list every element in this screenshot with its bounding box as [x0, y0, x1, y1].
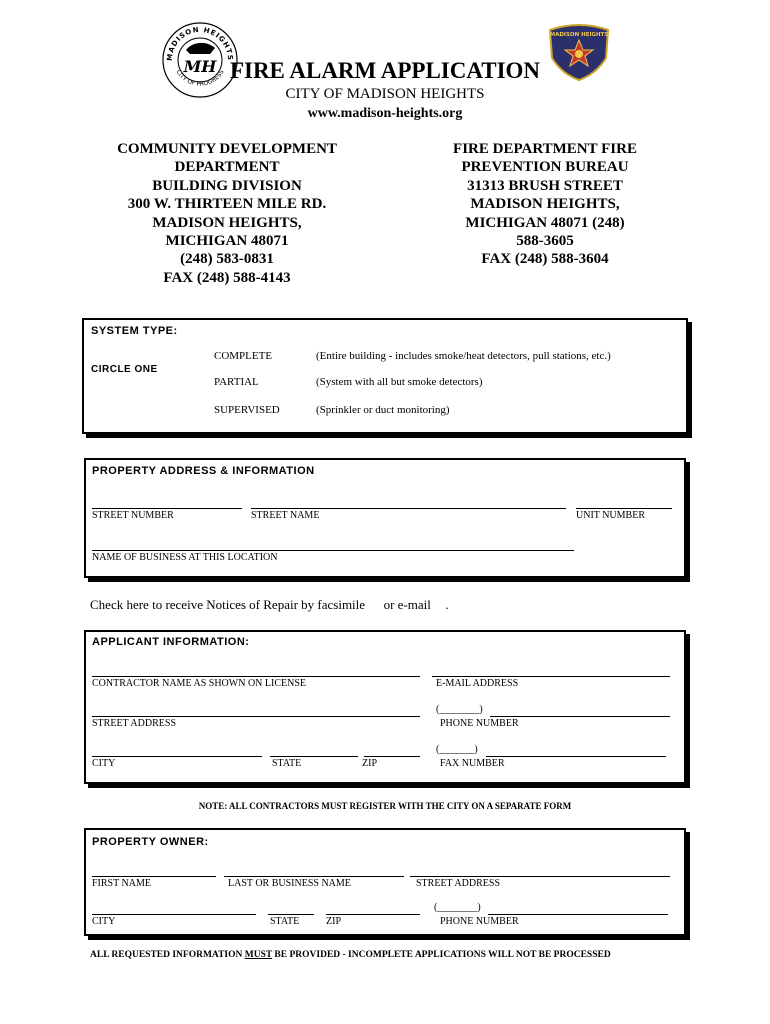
- owner-street-label: STREET ADDRESS: [416, 878, 500, 889]
- phone-area-code-field[interactable]: (________): [436, 704, 483, 715]
- city-name: CITY OF MADISON HEIGHTS: [285, 86, 485, 102]
- email-field[interactable]: [432, 676, 670, 677]
- address-line: MADISON HEIGHTS,: [470, 196, 620, 213]
- phone-number-field[interactable]: [490, 716, 670, 717]
- owner-zip-field[interactable]: [326, 914, 420, 915]
- street-name-label: STREET NAME: [251, 510, 320, 521]
- city-field[interactable]: [92, 756, 262, 757]
- option-partial-desc: (System with all but smoke detectors): [316, 376, 483, 388]
- website: www.madison-heights.org: [307, 106, 463, 121]
- city-label: CITY: [92, 758, 116, 769]
- contractor-name-field[interactable]: [92, 676, 420, 677]
- address-line: (248) 583-0831: [180, 251, 274, 268]
- owner-state-field[interactable]: [268, 914, 314, 915]
- unit-number-label: UNIT NUMBER: [576, 510, 645, 521]
- owner-first-name-label: FIRST NAME: [92, 878, 151, 889]
- street-number-label: STREET NUMBER: [92, 510, 174, 521]
- notice-period: .: [445, 597, 449, 612]
- building-division-address: [92, 140, 362, 287]
- option-complete-desc: (Entire building - includes smoke/heat detectors, pull stations, etc.): [316, 350, 611, 362]
- applicant-section: [84, 630, 686, 784]
- property-heading: PROPERTY ADDRESS & INFORMATION: [92, 465, 315, 477]
- address-line: MICHIGAN 48071 (248): [465, 214, 625, 231]
- street-address-label: STREET ADDRESS: [92, 718, 176, 729]
- address-line: 588-3605: [516, 233, 574, 250]
- badge-text: MADISON HEIGHTS: [549, 32, 609, 38]
- contractor-registration-note: NOTE: ALL CONTRACTORS MUST REGISTER WITH THE CITY ON A SEPARATE FORM: [198, 801, 572, 811]
- owner-state-label: STATE: [270, 916, 300, 927]
- state-label: STATE: [272, 758, 302, 769]
- phone-number-label: PHONE NUMBER: [440, 718, 519, 729]
- owner-city-field[interactable]: [92, 914, 256, 915]
- fax-number-label: FAX NUMBER: [440, 758, 505, 769]
- footer-warning: [90, 950, 611, 960]
- fax-number-field[interactable]: [486, 756, 666, 757]
- owner-street-field[interactable]: [410, 876, 670, 877]
- address-line: PREVENTION BUREAU: [461, 159, 629, 176]
- option-supervised[interactable]: SUPERVISED: [214, 404, 280, 416]
- owner-city-label: CITY: [92, 916, 116, 927]
- footer-text-b: BE PROVIDED - INCOMPLETE APPLICATIONS WILL NOT BE PROCESSED: [272, 950, 611, 960]
- address-line: 31313 BRUSH STREET: [467, 177, 623, 194]
- street-number-field[interactable]: [92, 508, 242, 509]
- seal-ring-bottom: CITY OF PROGRESS: [174, 68, 226, 88]
- email-label: E-MAIL ADDRESS: [436, 678, 519, 689]
- owner-first-name-field[interactable]: [92, 876, 216, 877]
- system-type-section: [82, 318, 688, 434]
- street-address-field[interactable]: [92, 716, 420, 717]
- option-complete[interactable]: COMPLETE: [214, 350, 273, 362]
- unit-number-field[interactable]: [576, 508, 672, 509]
- owner-phone-number-label: PHONE NUMBER: [440, 916, 519, 927]
- option-partial[interactable]: PARTIAL: [214, 376, 259, 388]
- business-name-label: NAME OF BUSINESS AT THIS LOCATION: [92, 552, 278, 563]
- address-line: BUILDING DIVISION: [152, 177, 302, 194]
- footer-text-a: ALL REQUESTED INFORMATION: [90, 950, 245, 960]
- form-title: FIRE ALARM APPLICATION: [229, 58, 541, 83]
- contractor-name-label: CONTRACTOR NAME AS SHOWN ON LICENSE: [92, 678, 306, 689]
- property-owner-section: [84, 828, 686, 936]
- address-line: FAX (248) 588-3604: [481, 251, 609, 268]
- state-field[interactable]: [270, 756, 358, 757]
- address-line: 300 W. THIRTEEN MILE RD.: [127, 196, 327, 213]
- business-name-field[interactable]: [92, 550, 574, 551]
- address-line: COMMUNITY DEVELOPMENT: [117, 141, 337, 157]
- notice-line: [90, 597, 449, 613]
- property-address-section: [84, 458, 686, 578]
- notice-email-text: or e-mail: [383, 597, 431, 612]
- street-name-field[interactable]: [251, 508, 566, 509]
- seal-initials: MH: [183, 57, 217, 76]
- seal-ring-top: MADISON HEIGHTS: [165, 25, 235, 62]
- address-line: DEPARTMENT: [174, 159, 280, 176]
- owner-zip-label: ZIP: [326, 916, 341, 927]
- option-supervised-desc: (Sprinkler or duct monitoring): [316, 404, 450, 416]
- footer-must: MUST: [244, 950, 273, 960]
- circle-one-label: CIRCLE ONE: [91, 364, 158, 375]
- address-line: FIRE DEPARTMENT FIRE: [453, 141, 637, 157]
- notice-fax-text: Check here to receive Notices of Repair by facsimile: [90, 597, 366, 612]
- applicant-heading: APPLICANT INFORMATION:: [92, 636, 250, 648]
- zip-field[interactable]: [364, 756, 420, 757]
- system-type-heading: SYSTEM TYPE:: [91, 325, 178, 337]
- fire-prevention-address: [420, 140, 670, 269]
- owner-heading: PROPERTY OWNER:: [92, 836, 209, 848]
- address-line: MADISON HEIGHTS,: [152, 214, 302, 231]
- owner-last-name-label: LAST OR BUSINESS NAME: [228, 878, 351, 889]
- fax-area-code-field[interactable]: (_______): [436, 744, 478, 755]
- owner-phone-number-field[interactable]: [488, 914, 668, 915]
- address-line: MICHIGAN 48071: [165, 233, 289, 250]
- address-line: FAX (248) 588-4143: [163, 269, 291, 286]
- zip-label: ZIP: [362, 758, 377, 769]
- owner-phone-area-code-field[interactable]: (________): [434, 902, 481, 913]
- owner-last-name-field[interactable]: [224, 876, 404, 877]
